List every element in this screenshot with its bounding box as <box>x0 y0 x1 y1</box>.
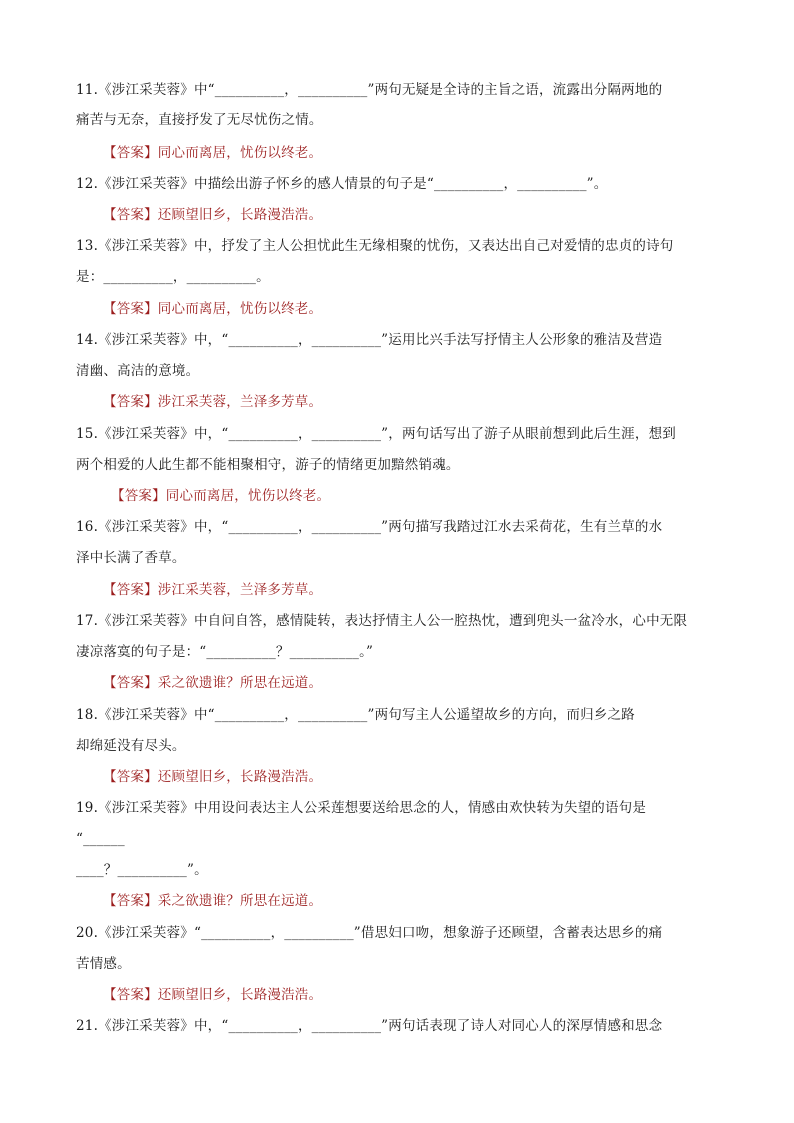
question-19-line-2: “______ <box>76 831 125 847</box>
answer-15: 【答案】同心而离居，忧伤以终老。 <box>111 488 331 504</box>
answer-12: 【答案】还顾望旧乡，长路漫浩浩。 <box>103 207 323 223</box>
question-14-line-1: 14.《涉江采芙蓉》中，“__________，__________”运用比兴手法写抒情主人公形象的雅洁及营造 <box>76 332 663 348</box>
question-20-line-1: 20.《涉江采芙蓉》“__________，__________”借思妇口吻，想象游子还顾望，含蓄表达思乡的痛 <box>76 925 663 941</box>
question-12-line-1: 12.《涉江采芙蓉》中描绘出游子怀乡的感人情景的句子是“__________，__________”。 <box>76 176 608 192</box>
question-17-line-1: 17.《涉江采芙蓉》中自问自答，感情陡转，表达抒情主人公一腔热忱，遭到兜头一盆冷水，心中无限 <box>76 613 688 629</box>
question-18-line-2: 却绵延没有尽头。 <box>76 738 186 754</box>
answer-17: 【答案】采之欲遗谁？所思在远道。 <box>103 675 323 691</box>
question-13-line-2: 是：__________，__________。 <box>76 269 270 285</box>
question-19-line-1: 19.《涉江采芙蓉》中用设问表达主人公采莲想要送给思念的人，情感由欢快转为失望的语句是 <box>76 800 647 816</box>
question-17-line-2: 凄凉落寞的句子是：“__________？__________。” <box>76 644 374 660</box>
answer-19: 【答案】采之欲遗谁？所思在远道。 <box>103 893 323 909</box>
answer-20: 【答案】还顾望旧乡，长路漫浩浩。 <box>103 987 323 1003</box>
answer-11: 【答案】同心而离居，忧伤以终老。 <box>103 145 323 161</box>
question-11-line-2: 痛苦与无奈，直接抒发了无尽忧伤之情。 <box>76 112 323 128</box>
question-14-line-2: 清幽、高洁的意境。 <box>76 363 200 379</box>
question-13-line-1: 13.《涉江采芙蓉》中，抒发了主人公担忧此生无缘相聚的忧伤，又表达出自己对爱情的忠贞的诗句 <box>76 238 674 254</box>
question-16-line-2: 泽中长满了香草。 <box>76 550 186 566</box>
answer-14: 【答案】涉江采芙蓉，兰泽多芳草。 <box>103 394 323 410</box>
answer-13: 【答案】同心而离居，忧伤以终老。 <box>103 301 323 317</box>
question-15-line-2: 两个相爱的人此生都不能相聚相守，游子的情绪更加黯然销魂。 <box>76 457 460 473</box>
question-20-line-2: 苦情感。 <box>76 956 131 972</box>
answer-18: 【答案】还顾望旧乡，长路漫浩浩。 <box>103 769 323 785</box>
answer-16: 【答案】涉江采芙蓉，兰泽多芳草。 <box>103 582 323 598</box>
question-15-line-1: 15.《涉江采芙蓉》中，“__________，__________”，两句话写出了游子从眼前想到此后生涯，想到 <box>76 426 676 442</box>
question-11-line-1: 11.《涉江采芙蓉》中“__________，__________”两句无疑是全诗的主旨之语，流露出分隔两地的 <box>76 82 663 98</box>
question-16-line-1: 16.《涉江采芙蓉》中，“__________，__________”两句描写我踏过江水去采荷花，生有兰草的水 <box>76 519 663 535</box>
question-21-line-1: 21.《涉江采芙蓉》中，“__________，__________”两句话表现了诗人对同心人的深厚情感和思念 <box>76 1018 663 1034</box>
question-18-line-1: 18.《涉江采芙蓉》中“__________，__________”两句写主人公遥望故乡的方向，而归乡之路 <box>76 707 635 723</box>
question-19-line-3: ____？__________”。 <box>76 862 208 878</box>
